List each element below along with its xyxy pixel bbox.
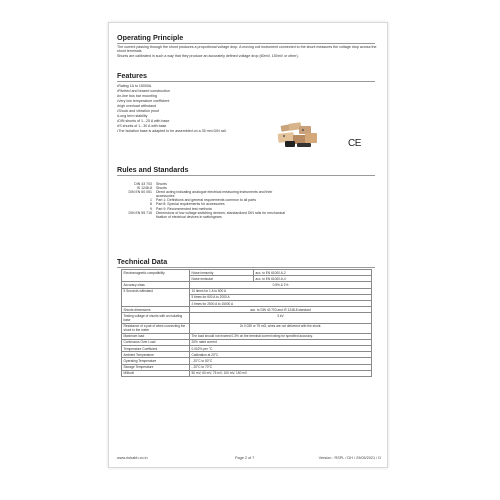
withstand-value-1: 10 times for 1 A to 500 A <box>190 288 372 294</box>
standard-code: 9 <box>150 206 152 211</box>
dimensions-label: Shunts dimensions <box>122 307 190 313</box>
millivolt-value: 50 mV, 60 mV, 75 mV, 100 mV, 150 mV <box>190 370 372 376</box>
millivolt-label: Millivolt <box>122 370 190 376</box>
table-row <box>122 313 372 323</box>
testing-voltage-value: 3 kV <box>190 313 372 323</box>
accuracy-label: Accuracy class <box>122 282 190 288</box>
operating-principle-para-1: The current passing through the shunt produces a proportional voltage drop. A moving coil instrument connected to the shunt measures the voltage drop across the shunt terminals. <box>117 45 377 54</box>
emc-label: Electromagnetic compatibility <box>122 270 190 282</box>
feature-item: • Riveted and brazed construction <box>117 89 227 94</box>
standard-code: 8 <box>150 202 152 207</box>
temp-coefficient-value: 0.002% per °C <box>190 346 372 352</box>
standard-text: Dimensions of low voltage switching devices: standardized DIN rails for mechanical fixation of electrical devices in switchgears <box>156 210 285 219</box>
shunt-product-photo <box>275 121 319 151</box>
standard-code: DIN 43 703 <box>134 182 152 186</box>
standard-code: DIN EN 60 051 <box>128 190 152 195</box>
feature-item: • In-line bus bar mounting <box>117 94 227 99</box>
testing-voltage-label: Testing voltage of shunts with an isolating base <box>122 313 190 323</box>
standards-table <box>117 182 287 219</box>
table-row <box>122 370 372 376</box>
standard-text: Shunts <box>156 182 167 186</box>
table-row <box>117 211 287 219</box>
ambient-temp-value: Calibration at 20°C <box>190 352 372 358</box>
dimensions-value: acc. to DIN 43 703 and IS 1248-8 standard <box>190 307 372 313</box>
standard-text: Direct acting indicating analogue electrical measuring instruments and their accessories <box>156 190 273 199</box>
footer-version: Version : RSPL / DH / 29/05/2021 / D <box>318 456 381 460</box>
standard-code: 1 <box>150 198 152 203</box>
withstand-value-2: 5 times for 600 A to 2000 A <box>190 294 372 300</box>
operating-principle-para-2: Shunts are calibrated in such a way that they produce an accurately defined voltage drop (60mV, 150mV or other). <box>117 54 299 58</box>
technical-data-table <box>121 269 372 377</box>
noise-emission-label: Noise emission <box>190 276 254 282</box>
standard-text: Part 1: Definitions and general requirements common to all parts <box>156 198 256 203</box>
feature-item: • The Isolation base is adapted to be assembled on a 35 mm DIN rail. <box>117 129 227 134</box>
feature-item: • DIN shunts of 1...25 A with base. <box>117 119 227 124</box>
feature-item: • IS shunts of 1...30 A with base <box>117 124 227 129</box>
withstand-label: 5 Seconds withstand <box>122 288 190 307</box>
standard-code: IS 1248-8 <box>136 186 152 191</box>
ambient-temp-label: Ambient Temperature <box>122 352 190 358</box>
standard-text: Part 9: Recommended test methods <box>156 206 213 211</box>
resistance-label: Resistance of a pair of wires connecting the shunt to the meter <box>122 323 190 333</box>
feature-item: • Shock and vibration proof <box>117 109 227 114</box>
storage-temp-label: Storage Temperature <box>122 364 190 370</box>
standard-text: Part 8: Special requirements for accessories <box>156 202 225 207</box>
continuous-overload-label: Continuous Over Load <box>122 339 190 345</box>
withstand-value-3: 2 times for 2500 A to 15000 A <box>190 300 372 306</box>
feature-item: • Rating 1A to 15000A <box>117 84 227 89</box>
continuous-overload-value: 20% rated current <box>190 339 372 345</box>
footer-url-link[interactable]: www.rishabh.co.in <box>117 456 148 460</box>
standard-code: DIN EN 55 715 <box>128 210 152 215</box>
table-row <box>122 323 372 333</box>
storage-temp-value: - 20°C to 70°C <box>190 364 372 370</box>
ce-mark: CE <box>348 138 361 149</box>
accuracy-value: 0.5% & 1% <box>190 282 372 288</box>
resistance-value: 2x 0.035 or 75 mΩ, wires are not delivered with the shunt. <box>190 323 372 333</box>
technical-data-heading: Technical Data <box>117 257 375 268</box>
rules-standards-heading: Rules and Standards <box>117 165 375 176</box>
feature-item: • Long term stability <box>117 114 227 119</box>
max-load-value: The load should not exceed 0.3% on the terminal current rating for specified accuracy. <box>190 333 372 339</box>
operating-temp-value: - 20°C to 50°C <box>190 358 372 364</box>
noise-emission-value: acc. to EN 61000-6-4 <box>254 276 372 282</box>
noise-immunity-label: Noise immunity <box>190 270 254 276</box>
noise-immunity-value: acc. to EN 61000-6-2 <box>254 270 372 276</box>
standard-text: Shunts <box>156 186 167 191</box>
datasheet-page <box>108 22 388 468</box>
operating-principle-heading: Operating Principle <box>117 33 375 44</box>
temp-coefficient-label: Temperature Coefficient <box>122 346 190 352</box>
feature-item: • high overload withstand <box>117 104 227 109</box>
table-row <box>117 190 287 198</box>
feature-item: • Very low temperature coefficient <box>117 99 227 104</box>
features-list <box>117 84 227 134</box>
features-heading: Features <box>117 71 375 82</box>
footer-page-number: Page 2 of 7 <box>235 456 255 460</box>
operating-temp-label: Operating Temperature <box>122 358 190 364</box>
max-load-label: Maximum load <box>122 333 190 339</box>
